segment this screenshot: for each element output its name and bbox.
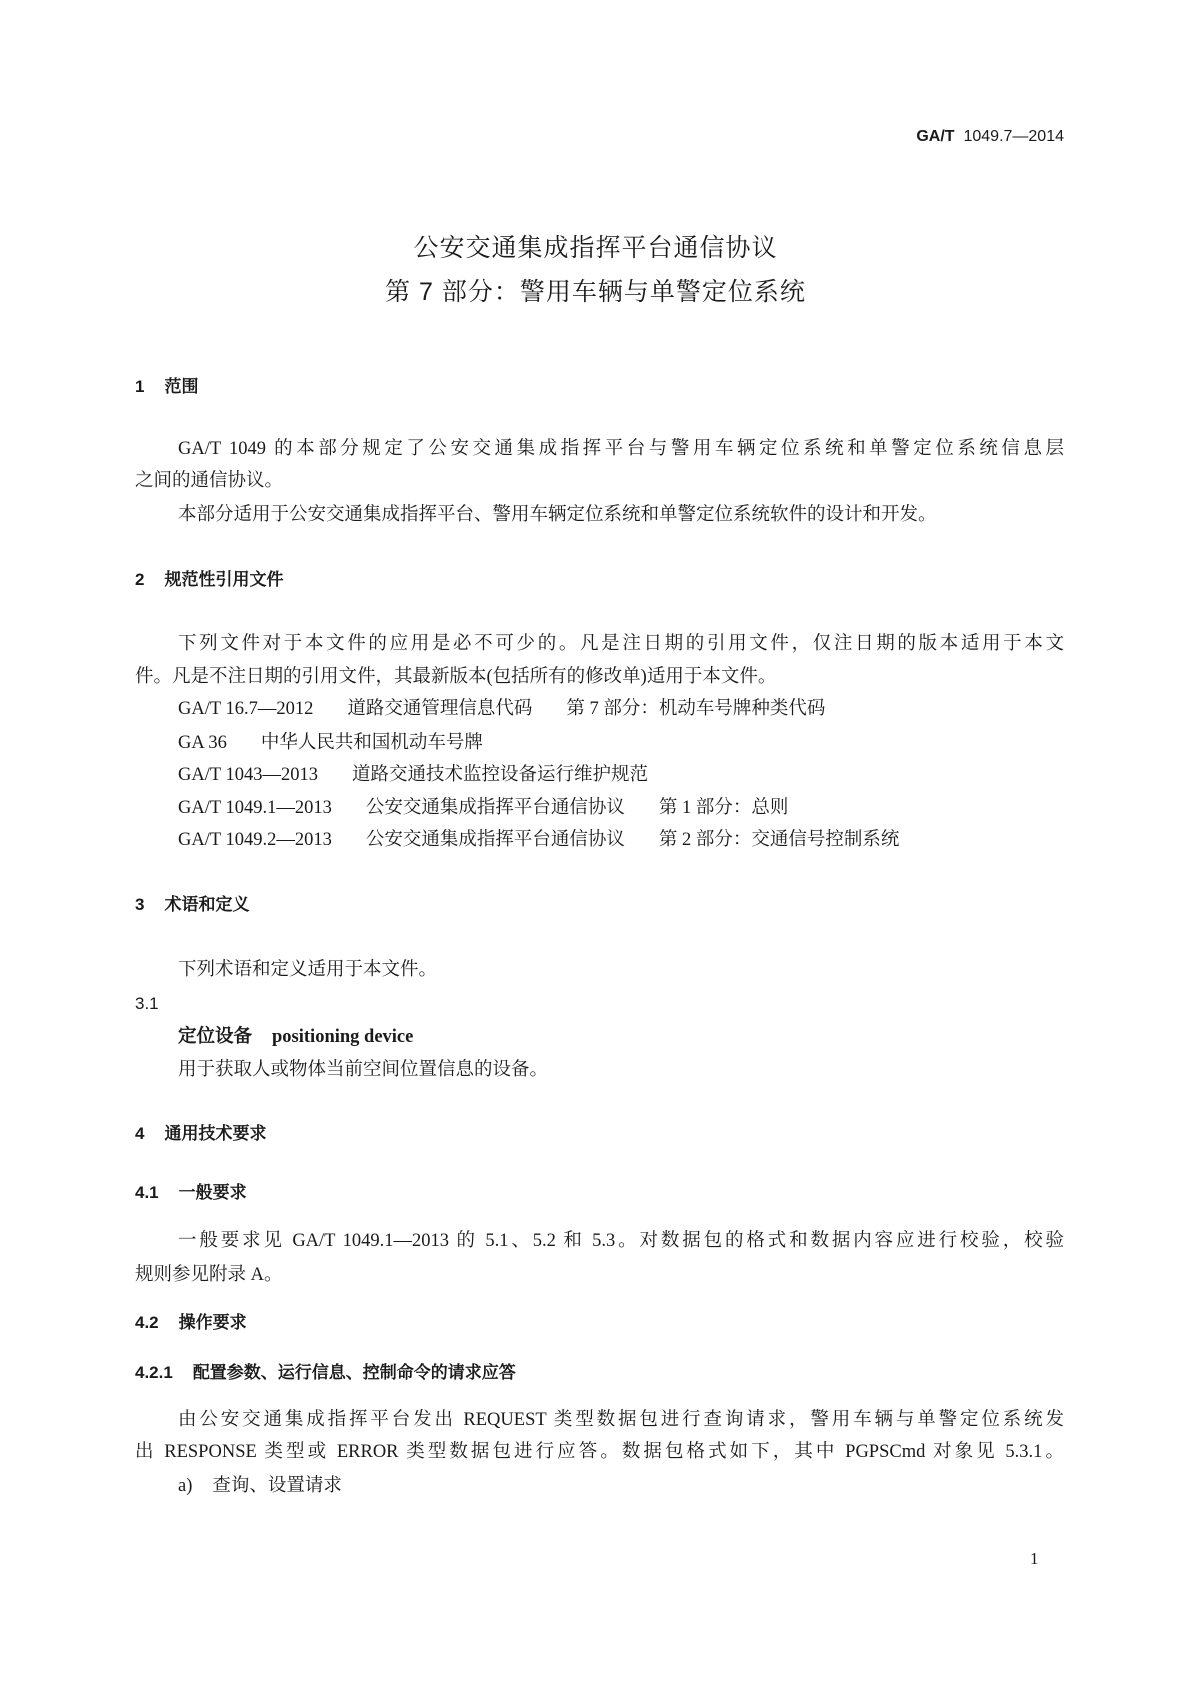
paragraph: 一般要求见 GA/T 1049.1—2013 的 5.1、5.2 和 5.3。对数据包的格式和数据内容应进行校验，校验 — [178, 1231, 1064, 1251]
list-item-a: a) 查询、设置请求 — [178, 1476, 342, 1496]
paragraph: 规则参见附录 A。 — [135, 1265, 283, 1285]
reference-item: GA/T 1043—2013 道路交通技术监控设备运行维护规范 — [178, 765, 648, 785]
term-definition: 用于获取人或物体当前空间位置信息的设备。 — [178, 1060, 549, 1080]
paragraph: 下列术语和定义适用于本文件。 — [178, 960, 438, 980]
paragraph: 件。凡是不注日期的引用文件，其最新版本(包括所有的修改单)适用于本文件。 — [135, 667, 777, 687]
paragraph: 出 RESPONSE 类型或 ERROR 类型数据包进行应答。数据包格式如下，其中 PGPSCmd 对象见 5.3.1。 — [135, 1442, 1064, 1462]
section-4-1-heading: 4.1 一般要求 — [135, 1183, 247, 1202]
page-number: 1 — [1030, 1549, 1039, 1568]
reference-item: GA/T 1049.1—2013 公安交通集成指挥平台通信协议 第 1 部分：总则 — [178, 798, 789, 818]
section-4-2-heading: 4.2 操作要求 — [135, 1313, 247, 1332]
term-title: 定位设备 positioning device — [178, 1025, 414, 1047]
paragraph: 由公安交通集成指挥平台发出 REQUEST 类型数据包进行查询请求，警用车辆与单警定位系统发 — [178, 1410, 1064, 1430]
reference-item: GA 36 中华人民共和国机动车号牌 — [178, 733, 483, 753]
document-code — [916, 128, 1064, 146]
section-4-heading: 4 通用技术要求 — [135, 1124, 267, 1143]
paragraph: 下列文件对于本文件的应用是必不可少的。凡是注日期的引用文件，仅注日期的版本适用于本文 — [178, 634, 1064, 654]
paragraph: 本部分适用于公安交通集成指挥平台、警用车辆定位系统和单警定位系统软件的设计和开发。 — [178, 505, 937, 525]
reference-item: GA/T 1049.2—2013 公安交通集成指挥平台通信协议 第 2 部分：交通信号控制系统 — [178, 830, 900, 850]
section-2-heading: 2 规范性引用文件 — [135, 570, 284, 589]
section-3-heading: 3 术语和定义 — [135, 895, 250, 914]
doc-code-number: 1049.7—2014 — [963, 128, 1064, 145]
section-1-heading: 1 范围 — [135, 377, 199, 396]
reference-item: GA/T 16.7—2012 道路交通管理信息代码 第 7 部分：机动车号牌种类代码 — [178, 699, 826, 719]
doc-code-prefix: GA/T — [916, 128, 955, 145]
term-number: 3.1 — [135, 994, 159, 1013]
paragraph: 之间的通信协议。 — [135, 471, 284, 491]
title-line-1: 公安交通集成指挥平台通信协议 — [413, 234, 778, 262]
title-line-2: 第 7 部分：警用车辆与单警定位系统 — [385, 278, 806, 306]
section-4-2-1-heading: 4.2.1 配置参数、运行信息、控制命令的请求应答 — [135, 1363, 516, 1382]
paragraph: GA/T 1049 的本部分规定了公安交通集成指挥平台与警用车辆定位系统和单警定位系统信息层 — [178, 439, 1064, 459]
